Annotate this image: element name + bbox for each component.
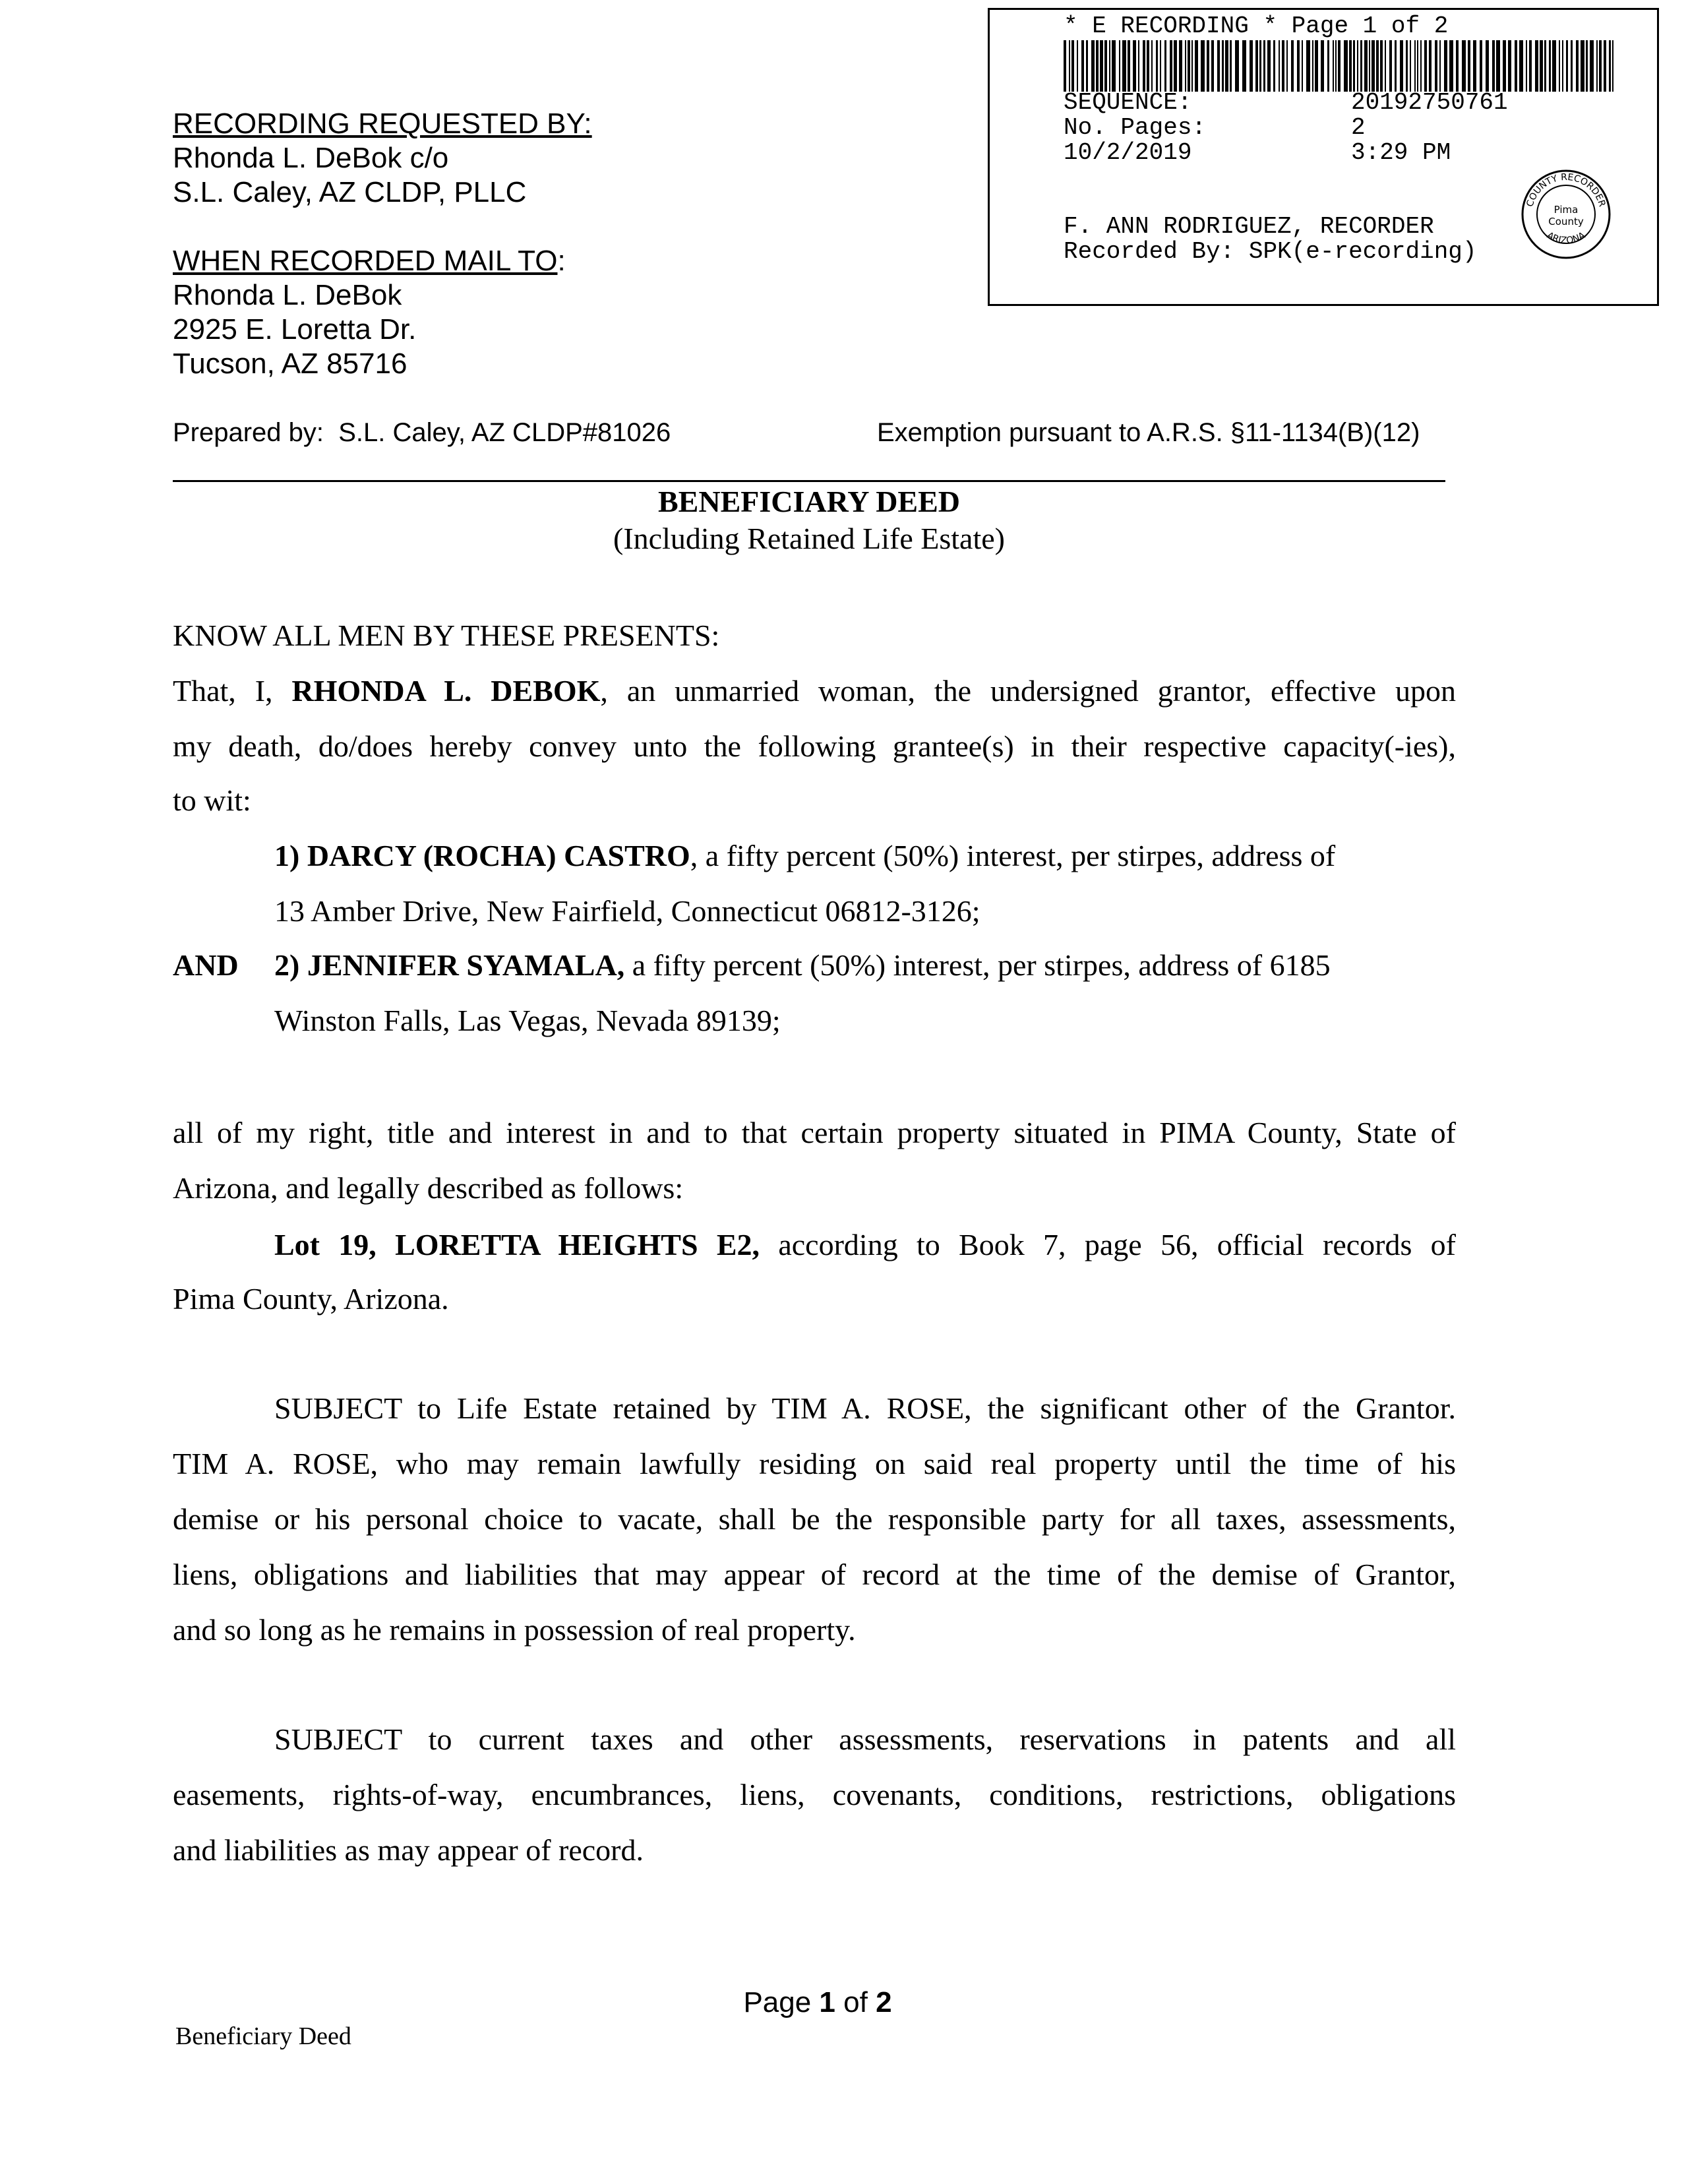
- barcode-bar: [1100, 40, 1103, 92]
- barcode-bar: [1286, 40, 1288, 92]
- barcode-bar: [1566, 40, 1568, 92]
- barcode-bar: [1207, 40, 1209, 92]
- intro-line1: [173, 663, 1456, 719]
- barcode-bar: [1468, 40, 1470, 92]
- barcode-bar: [1486, 40, 1489, 92]
- exemption: Exemption pursuant to A.R.S. §11-1134(B)(12): [877, 418, 1420, 447]
- recording-date: 10/2/2019: [1064, 139, 1192, 166]
- barcode-bar: [1151, 40, 1153, 92]
- barcode-bar: [1429, 40, 1432, 92]
- barcode-bar: [1147, 40, 1149, 92]
- barcode-bar: [1188, 40, 1190, 92]
- barcode-bar: [1389, 40, 1392, 92]
- barcode-bar: [1333, 40, 1334, 92]
- barcode-bar: [1259, 40, 1261, 92]
- barcode-bar: [1349, 40, 1352, 92]
- barcode-bar: [1185, 40, 1186, 92]
- barcode-bar: [1112, 40, 1116, 92]
- sequence-label: SEQUENCE:: [1064, 89, 1192, 116]
- mail-to-line3: Tucson, AZ 85716: [173, 348, 407, 380]
- barcode-bar: [1077, 40, 1078, 92]
- life-estate-line2: TIM A. ROSE, who may remain lawfully residing on said real property until the time of his: [173, 1447, 1456, 1480]
- deed-subtitle: (Including Retained Life Estate): [613, 522, 1005, 555]
- legal-lot: Lot 19, LORETTA HEIGHTS E2,: [274, 1228, 760, 1261]
- barcode-bar: [1086, 40, 1088, 92]
- barcode-bar: [1395, 40, 1397, 92]
- property-line2: Arizona, and legally described as follows:: [173, 1171, 684, 1205]
- grantee-1-address: 13 Amber Drive, New Fairfield, Connecticut 06812-3126;: [274, 894, 980, 928]
- mail-to-line1: Rhonda L. DeBok: [173, 279, 402, 311]
- barcode-bar: [1104, 40, 1107, 92]
- know-all-men: KNOW ALL MEN BY THESE PRESENTS:: [173, 619, 720, 652]
- barcode-bar: [1297, 40, 1300, 92]
- barcode-bar: [1191, 40, 1193, 92]
- barcode-bar: [1211, 40, 1214, 92]
- barcode-bar: [1604, 40, 1606, 92]
- seal-center-line1: Pima: [1553, 204, 1579, 216]
- recording-requested-block: [173, 107, 592, 210]
- seal-center-line2: County: [1548, 216, 1584, 228]
- barcode-bar: [1327, 40, 1329, 92]
- and-label: AND: [173, 948, 239, 982]
- barcode-bar: [1508, 40, 1511, 92]
- barcode-bar: [1519, 40, 1523, 92]
- barcode-bar: [1321, 40, 1324, 92]
- barcode-bar: [1462, 40, 1466, 92]
- mail-to-line2: 2925 E. Loretta Dr.: [173, 313, 417, 346]
- barcode-bar: [1410, 40, 1411, 92]
- footer-doc-name: Beneficiary Deed: [175, 2022, 351, 2050]
- intro-line3: to wit:: [173, 783, 251, 817]
- grantee-2-text: a fifty percent (50%) interest, per stirpes, address of 6185: [624, 948, 1331, 982]
- barcode-bar: [1174, 40, 1177, 92]
- barcode-bar: [1586, 40, 1588, 92]
- barcode-bar: [1282, 40, 1284, 92]
- barcode-bar: [1552, 40, 1556, 92]
- mail-to-colon: :: [557, 245, 566, 277]
- barcode-bar: [1081, 40, 1084, 92]
- barcode-bar: [1344, 40, 1348, 92]
- seal-bottom-text: ARIZONA: [1544, 229, 1588, 247]
- barcode-bar: [1119, 40, 1120, 92]
- property-line1: all of my right, title and interest in and to that certain property situated in PIMA County, State of: [173, 1116, 1456, 1149]
- barcode-bar: [1306, 40, 1310, 92]
- barcode-bar: [1612, 40, 1613, 92]
- barcode-bar: [1170, 40, 1172, 92]
- barcode-bar: [1372, 40, 1375, 92]
- barcode: [1064, 40, 1617, 92]
- barcode-bar: [1164, 40, 1166, 92]
- barcode-bar: [1369, 40, 1370, 92]
- barcode-bar: [1376, 40, 1379, 92]
- barcode-bar: [1473, 40, 1476, 92]
- page-word: Page: [743, 1986, 820, 2018]
- barcode-bar: [1385, 40, 1386, 92]
- barcode-bar: [1069, 40, 1070, 92]
- barcode-bar: [1133, 40, 1136, 92]
- pages-value: 2: [1351, 114, 1366, 141]
- intro-line2: my death, do/does hereby convey unto the following grantee(s) in their respective capacity(-ies),: [173, 729, 1456, 763]
- barcode-bar: [1302, 40, 1303, 92]
- life-estate-line5: and so long as he remains in possession of real property.: [173, 1613, 856, 1647]
- grantee-1-name: DARCY (ROCHA) CASTRO: [307, 839, 690, 872]
- mail-to-label: WHEN RECORDED MAIL TO: [173, 245, 558, 277]
- recorder-name: F. ANN RODRIGUEZ, RECORDER: [1064, 213, 1434, 240]
- grantor-name: RHONDA L. DEBOK: [291, 674, 601, 708]
- barcode-bar: [1439, 40, 1441, 92]
- barcode-bar: [1496, 40, 1500, 92]
- barcode-bar: [1091, 40, 1095, 92]
- barcode-bar: [1529, 40, 1532, 92]
- recording-stamp: [988, 8, 1659, 306]
- barcode-bar: [1291, 40, 1294, 92]
- grantee-1-text: , a fifty percent (50%) interest, per stirpes, address of: [690, 839, 1336, 872]
- barcode-bar: [1315, 40, 1318, 92]
- mail-to-block: [173, 244, 566, 381]
- barcode-bar: [1064, 40, 1066, 92]
- barcode-bar: [1071, 40, 1074, 92]
- barcode-bar: [1156, 40, 1158, 92]
- barcode-bar: [1235, 40, 1239, 92]
- barcode-bar: [1109, 40, 1110, 92]
- barcode-bar: [1263, 40, 1265, 92]
- barcode-bar: [1312, 40, 1313, 92]
- barcode-bar: [1526, 40, 1527, 92]
- grantee-2-line1: [274, 938, 1331, 993]
- barcode-bar: [1225, 40, 1228, 92]
- barcode-bar: [1503, 40, 1506, 92]
- barcode-bar: [1571, 40, 1573, 92]
- barcode-bar: [1380, 40, 1383, 92]
- stamp-header: * E RECORDING * Page 1 of 2: [1064, 13, 1449, 40]
- barcode-bar: [1222, 40, 1224, 92]
- page-of: of: [835, 1986, 876, 2018]
- deed-title: BENEFICIARY DEED: [657, 485, 961, 518]
- barcode-bar: [1581, 40, 1584, 92]
- recording-time: 3:29 PM: [1351, 139, 1451, 166]
- pages-label: No. Pages:: [1064, 114, 1207, 141]
- barcode-bar: [1515, 40, 1517, 92]
- requested-by-line2: S.L. Caley, AZ CLDP, PLLC: [173, 176, 527, 208]
- barcode-bar: [1138, 40, 1139, 92]
- barcode-bar: [1335, 40, 1337, 92]
- barcode-bar: [1143, 40, 1145, 92]
- subject-line2: easements, rights-of-way, encumbrances, liens, covenants, conditions, restrictions, obligations: [173, 1778, 1456, 1811]
- barcode-bar: [1179, 40, 1182, 92]
- barcode-bar: [1590, 40, 1594, 92]
- barcode-bar: [1424, 40, 1427, 92]
- intro-pre: That, I,: [173, 674, 292, 708]
- sequence-value: 20192750761: [1351, 89, 1508, 116]
- grantee-2-name: JENNIFER SYAMALA,: [307, 948, 625, 982]
- page-current: 1: [819, 1986, 835, 2018]
- barcode-bar: [1273, 40, 1275, 92]
- barcode-bar: [1414, 40, 1416, 92]
- barcode-bar: [1535, 40, 1538, 92]
- barcode-bar: [1435, 40, 1437, 92]
- subject-line1: SUBJECT to current taxes and other assessments, reservations in patents and all: [274, 1722, 1456, 1756]
- requested-by-line1: Rhonda L. DeBok c/o: [173, 142, 449, 174]
- barcode-bar: [1217, 40, 1220, 92]
- barcode-bar: [1444, 40, 1447, 92]
- grantee-1-line1: [274, 828, 1335, 884]
- barcode-bar: [1576, 40, 1579, 92]
- grantee-2-address: Winston Falls, Las Vegas, Nevada 89139;: [274, 1004, 781, 1037]
- barcode-bar: [1559, 40, 1560, 92]
- barcode-bar: [1456, 40, 1459, 92]
- barcode-bar: [1420, 40, 1422, 92]
- life-estate-line4: liens, obligations and liabilities that may appear of record at the time of the demise of Grantor,: [173, 1558, 1456, 1591]
- life-estate-line1: SUBJECT to Life Estate retained by TIM A. ROSE, the significant other of the Grantor.: [274, 1391, 1456, 1425]
- requested-by-label: RECORDING REQUESTED BY:: [173, 107, 592, 140]
- legal-text: according to Book 7, page 56, official records of: [760, 1228, 1456, 1261]
- barcode-bar: [1195, 40, 1198, 92]
- header-divider: [173, 480, 1445, 482]
- barcode-bar: [1449, 40, 1453, 92]
- barcode-bar: [1122, 40, 1126, 92]
- page-number: [0, 1986, 1635, 2019]
- seal-top-text: COUNTY RECORDER: [1524, 171, 1608, 208]
- barcode-bar: [1250, 40, 1253, 92]
- page-total: 2: [876, 1986, 892, 2018]
- barcode-bar: [1255, 40, 1258, 92]
- barcode-bar: [1549, 40, 1551, 92]
- legal-line2: Pima County, Arizona.: [173, 1282, 449, 1316]
- barcode-bar: [1128, 40, 1130, 92]
- barcode-bar: [1544, 40, 1546, 92]
- barcode-bar: [1609, 40, 1611, 92]
- barcode-bar: [1406, 40, 1408, 92]
- mail-to-label-row: [173, 244, 566, 278]
- barcode-bar: [1540, 40, 1543, 92]
- barcode-bar: [1096, 40, 1099, 92]
- barcode-bar: [1242, 40, 1246, 92]
- barcode-bar: [1596, 40, 1598, 92]
- subject-line3: and liabilities as may appear of record.: [173, 1833, 644, 1867]
- barcode-bar: [1400, 40, 1403, 92]
- barcode-bar: [1417, 40, 1418, 92]
- barcode-bar: [1599, 40, 1602, 92]
- barcode-bar: [1279, 40, 1280, 92]
- legal-description: [274, 1217, 1456, 1273]
- barcode-bar: [1230, 40, 1232, 92]
- life-estate-line3: demise or his personal choice to vacate, shall be the responsible party for all taxes, assessments,: [173, 1502, 1456, 1536]
- prepared-by: Prepared by: S.L. Caley, AZ CLDP#81026: [173, 418, 671, 447]
- barcode-bar: [1353, 40, 1355, 92]
- barcode-bar: [1360, 40, 1362, 92]
- county-seal-icon: [1520, 168, 1612, 260]
- grantee-1-number: 1): [274, 839, 300, 872]
- barcode-bar: [1201, 40, 1205, 92]
- barcode-bar: [1364, 40, 1368, 92]
- barcode-bar: [1160, 40, 1161, 92]
- grantee-2-number: 2): [274, 948, 300, 982]
- barcode-bar: [1357, 40, 1358, 92]
- barcode-bar: [1267, 40, 1271, 92]
- barcode-bar: [1562, 40, 1563, 92]
- barcode-bar: [1492, 40, 1495, 92]
- barcode-bar: [1338, 40, 1341, 92]
- recorded-by: Recorded By: SPK(e-recording): [1064, 238, 1477, 265]
- intro-post: , an unmarried woman, the undersigned grantor, effective upon: [600, 674, 1456, 708]
- barcode-bar: [1480, 40, 1482, 92]
